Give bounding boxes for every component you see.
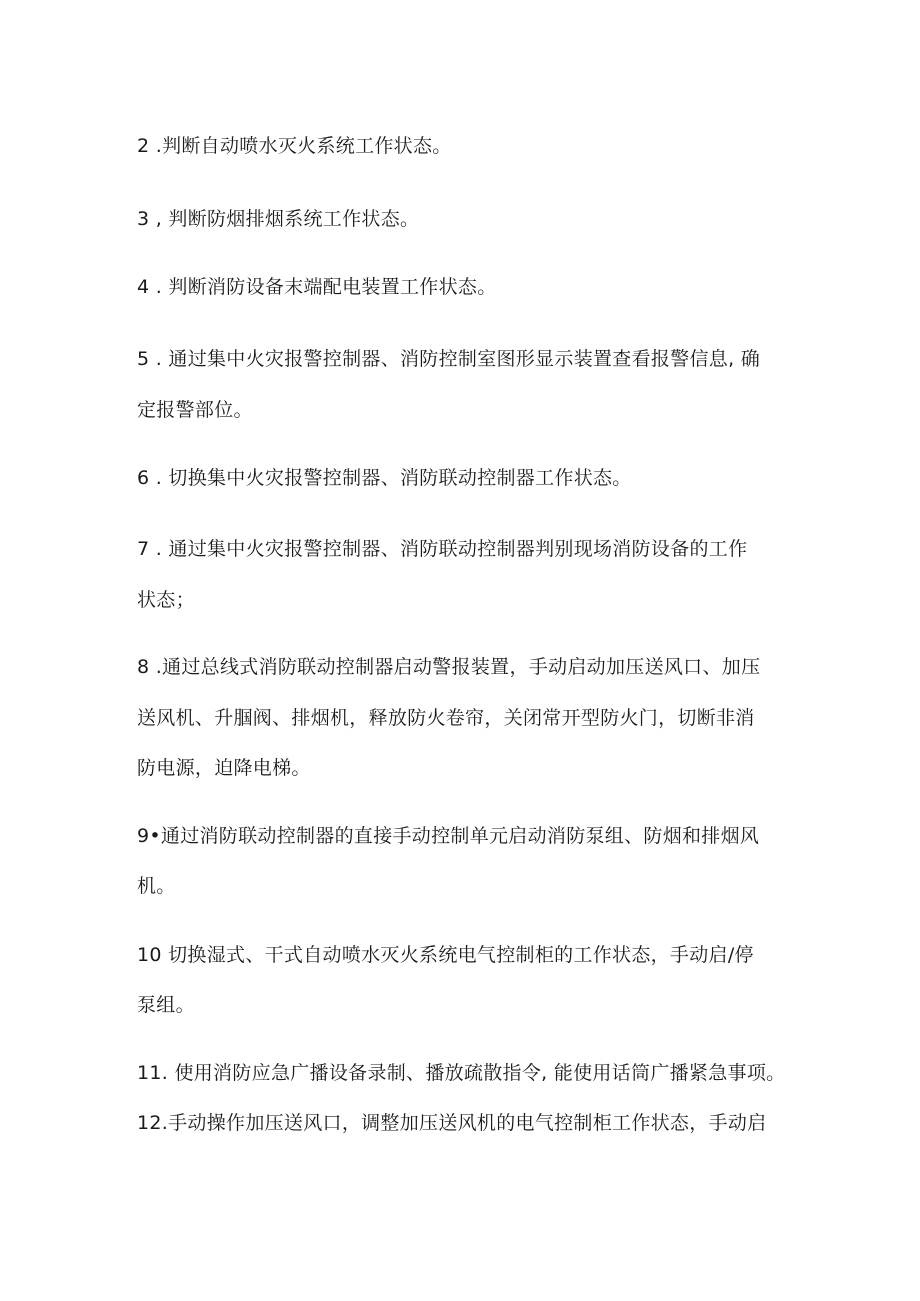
text-line-item-10: 10 切换湿式、干式自动喷水灭火系统电气控制柜的工作状态，手动启/停 xyxy=(137,944,754,966)
text-line-item-10-cont: 泵组。 xyxy=(137,994,195,1016)
text-line-item-5: 5 . 通过集中火灾报警控制器、消防控制室图形显示装置查看报警信息, 确 xyxy=(137,348,761,370)
text-line-item-7: 7 . 通过集中火灾报警控制器、消防联动控制器判别现场消防设备的工作 xyxy=(137,538,748,560)
text-line-item-9-cont: 机。 xyxy=(137,875,176,897)
text-line-item-6: 6 . 切换集中火灾报警控制器、消防联动控制器工作状态。 xyxy=(137,467,632,489)
text-line-item-8: 8 .通过总线式消防联动控制器启动警报装置，手动启动加压送风口、加压 xyxy=(137,656,761,678)
text-line-item-12: 12.手动操作加压送风口，调整加压送风机的电气控制柜工作状态，手动启 xyxy=(137,1112,767,1134)
text-line-item-9: 9•通过消防联动控制器的直接手动控制单元启动消防泵组、防烟和排烟风 xyxy=(137,825,760,847)
text-line-item-7-cont: 状态； xyxy=(137,589,195,611)
text-line-item-8-cont-2: 防电源，迫降电梯。 xyxy=(137,757,311,779)
text-line-item-8-cont-1: 送风机、升腘阀、排烟机，释放防火卷帘，关闭常开型防火门，切断非消 xyxy=(137,707,755,729)
text-line-item-4: 4 . 判断消防设备末端配电装置工作状态。 xyxy=(137,276,497,298)
text-line-item-2: 2 .判断自动喷水灭火系统工作状态。 xyxy=(137,135,452,157)
text-line-item-5-cont: 定报警部位。 xyxy=(137,399,253,421)
text-line-item-3: 3 , 判断防烟排烟系统工作状态。 xyxy=(137,208,420,230)
text-line-item-11: 11. 使用消防应急广播设备录制、播放疏散指令, 能使用话筒广播紧急事项。 xyxy=(137,1062,786,1084)
